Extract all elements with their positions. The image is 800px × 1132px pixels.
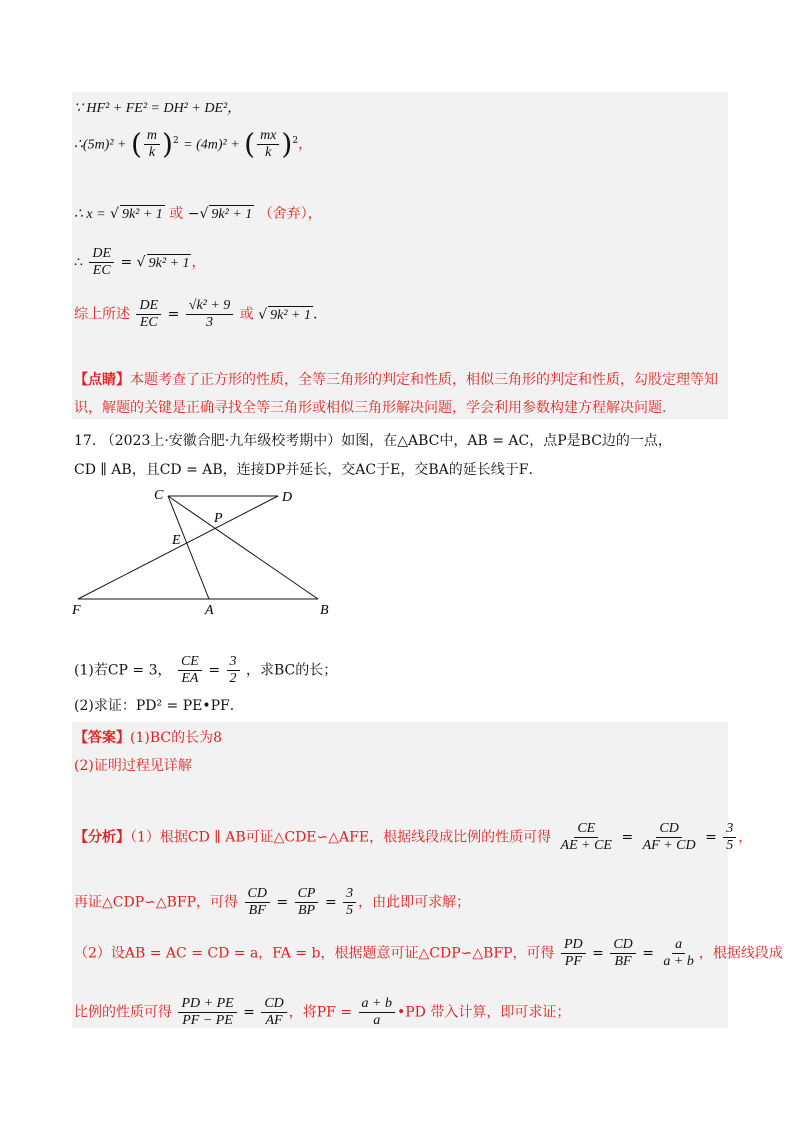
- geometry-figure: [68, 486, 358, 616]
- comment-line-1: 【点睛】本题考查了正方形的性质，全等三角形的判定和性质，相似三角形的判定和性质，勾股定理等知: [74, 372, 718, 388]
- label-F: F: [72, 603, 81, 616]
- problem-line-2: CD ∥ AB，且CD = AB，连接DP并延长，交AC于E，交BA的延长线于F．: [74, 462, 543, 478]
- comment-line-2: 识，解题的关键是正确寻找全等三角形或相似三角形解决问题，学会利用参数构建方程解决问题.: [74, 400, 667, 416]
- question-1: (1)若CP = 3， $\frac{CE}{EA}$ = $\frac{3}{2}$ ，求BC的长；: [74, 654, 338, 686]
- solution-line-4: ∴ $\frac{DE}{EC}$ = √ 9k² + 1 ，: [74, 246, 206, 278]
- solution-conclusion: 综上所述 $\frac{DE}{EC}$ = $\frac{\text{√k² + 9}}{3}$ 或 √ 9k² + 1 .: [74, 298, 318, 330]
- label-D: D: [282, 490, 293, 505]
- analysis-line-2: 再证△CDP∽△BFP，可得 $\frac{CD}{BF}$ = $\frac{CP}{BP}$ = $\frac{3}{5}$ ，由此即可求解；: [74, 886, 471, 918]
- label-P: P: [214, 511, 223, 526]
- label-E: E: [172, 533, 181, 548]
- solution-line-2: ∴(5m)² + ( $\frac{m}{k}$ )$^2$ = (4m)² + ( $\frac{mx}{k}$ )$^2$，: [74, 127, 313, 161]
- analysis-line-3: （2）设AB = AC = CD = a，FA = b，根据题意可证△CDP∽△BFP，可得 $\frac{PD}{PF}$ = $\frac{CD}{BF}$ = $\frac{a}{a + b}$ ，根据线段成: [74, 937, 783, 969]
- answer-line-1: 【答案】(1)BC的长为8: [74, 730, 222, 746]
- question-2: (2)求证：PD² = PE•PF．: [74, 698, 244, 714]
- solution-line-3: ∴ x = √ 9k² + 1 或 −√ 9k² + 1 （舍弃），: [74, 206, 322, 222]
- solution-line-1: ∵ HF² + FE² = DH² + DE²，: [74, 101, 242, 116]
- answer-line-2: (2)证明过程见详解: [74, 758, 192, 774]
- analysis-line-1: 【分析】（1）根据CD ∥ AB可证△CDE∽△AFE，根据线段成比例的性质可得 $\frac{CE}{AE + CE}$ = $\frac{CD}{AF + CD}$ = $\frac{3}{5}$ ，: [74, 821, 753, 853]
- problem-line-1: 17. （2023上·安徽合肥·九年级校考期中）如图，在△ABC中，AB = AC，点P是BC边的一点，: [74, 433, 672, 449]
- label-C: C: [154, 488, 164, 503]
- label-A: A: [205, 603, 214, 616]
- segment-CB: [168, 496, 318, 599]
- label-B: B: [320, 603, 329, 616]
- analysis-line-4: 比例的性质可得 $\frac{PD + PE}{PF - PE}$ = $\frac{CD}{AF}$ ，将PF = $\frac{a + b}{a}$ •PD 带入计算，即可求证；: [74, 996, 571, 1028]
